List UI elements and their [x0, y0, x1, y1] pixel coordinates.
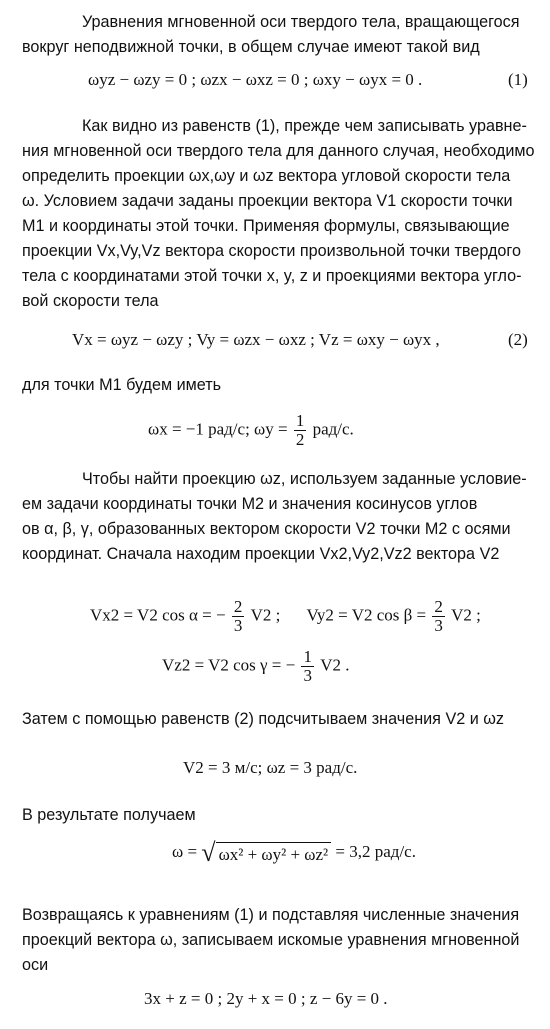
equation-omega-xy: [148, 412, 354, 449]
fraction: [294, 412, 307, 449]
equation-part: V2 ;: [451, 605, 481, 625]
text-line: ния мгновенной оси твердого тела для данного случая, необходимо: [22, 142, 535, 160]
text-line: Затем с помощью равенств (2) подсчитываем значения V2 и ωz: [22, 710, 505, 728]
text-line: В результате получаем: [22, 806, 196, 824]
equation-part: Vz2 = V2 cos γ = −: [162, 655, 296, 675]
equation-1: ωyz − ωzy = 0 ; ωzx − ωxz = 0 ; ωxy − ωyx = 0 .: [88, 70, 423, 89]
equation-2: Vx = ωyz − ωzy ; Vy = ωzx − ωxz ; Vz = ωxy − ωyx ,: [72, 330, 440, 349]
text-line: ω. Условием задачи заданы проекции вектора V1 скорости точки: [22, 192, 513, 210]
fraction-numerator: 1: [295, 411, 305, 430]
text-line: координат. Сначала находим проекции Vx2,Vy2,Vz2 вектора V2: [22, 545, 500, 563]
equation-part: V2 ;: [250, 605, 281, 625]
fraction-denominator: 2: [295, 430, 305, 449]
fraction-numerator: 1: [303, 647, 312, 666]
equation-final-axis: 3x + z = 0 ; 2y + x = 0 ; z − 6y = 0 .: [144, 989, 388, 1008]
paragraph-axis-equations: [22, 903, 538, 978]
fraction-numerator: 2: [233, 597, 243, 616]
equation-v2-omega-z: V2 = 3 м/с; ωz = 3 рад/с.: [183, 758, 358, 777]
paragraph-intro: [22, 10, 538, 60]
equation-number-2: (2): [508, 330, 528, 349]
text-line: вой скорости тела: [22, 292, 159, 310]
equation-number-1: (1): [508, 70, 528, 89]
paragraph-explanation: [22, 114, 538, 314]
text-line: Как видно из равенств (1), прежде чем записывать уравне-: [82, 117, 527, 135]
radicand: ωx² + ωy² + ωz²: [216, 842, 332, 865]
text-line: проекции Vx,Vy,Vz вектора скорости произвольной точки твердого: [22, 242, 521, 260]
square-root: [201, 840, 331, 866]
paragraph-compute-v2: [22, 707, 538, 732]
text-line: M1 и координаты этой точки. Применяя формулы, связывающие: [22, 217, 510, 235]
text-line: проекций вектора ω, записываем искомые уравнения мгновенной: [22, 931, 520, 949]
text-line: ем задачи координаты точки M2 и значения косинусов углов: [22, 495, 478, 513]
equation-part: рад/с.: [312, 419, 354, 439]
text-line: определить проекции ωx,ωy и ωz вектора угловой скорости тела: [22, 167, 511, 185]
text-line: Возвращаясь к уравнениям (1) и подставляя численные значения: [22, 906, 520, 924]
equation-part: Vy2 = V2 cos β =: [306, 605, 427, 625]
equation-part: ω =: [172, 841, 198, 861]
text-line: тела с координатами этой точки x, y, z и проекциями вектора угло-: [22, 267, 522, 285]
text-line: оси: [22, 956, 49, 974]
equation-part: Vx2 = V2 cos α = −: [90, 605, 226, 625]
equation-part: = 3,2 рад/с.: [335, 841, 416, 861]
fraction: [432, 598, 445, 635]
fraction-numerator: 2: [434, 597, 443, 616]
fraction: [301, 648, 314, 685]
fraction-denominator: 3: [233, 616, 243, 635]
text-line: вокруг неподвижной точки, в общем случае имеют такой вид: [22, 38, 480, 56]
radical-sign-icon: √: [201, 838, 216, 867]
text-line: для точки M1 будем иметь: [22, 376, 222, 394]
text-line: Уравнения мгновенной оси твердого тела, вращающегося: [82, 13, 520, 31]
paragraph-result: [22, 803, 538, 828]
equation-omega-magnitude: [172, 840, 416, 866]
equation-part: V2 .: [320, 655, 350, 675]
equation-part: ωx = −1 рад/с; ωy =: [148, 419, 288, 439]
text-line: Чтобы найти проекцию ωz, используем заданные условие-: [82, 470, 527, 488]
fraction-denominator: 3: [434, 616, 443, 635]
fraction: [232, 598, 245, 635]
fraction-denominator: 3: [303, 666, 312, 685]
text-line: ов α, β, γ, образованных вектором скорости V2 точки M2 с осями: [22, 520, 511, 538]
paragraph-find-omega-z: [22, 467, 538, 567]
equation-vx2-vy2: [90, 598, 481, 635]
paragraph-point-m1: [22, 373, 538, 398]
equation-vz2: [162, 648, 350, 685]
